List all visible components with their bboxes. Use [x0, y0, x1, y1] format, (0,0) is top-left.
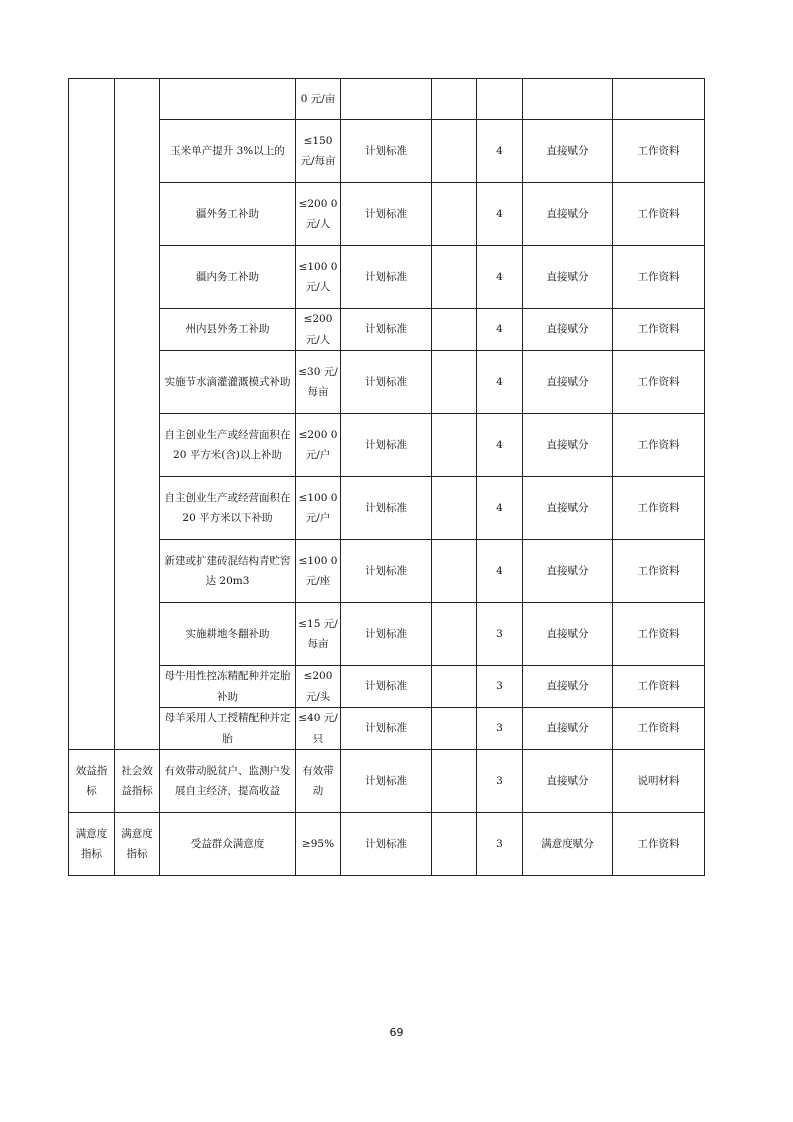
standard-cell: 计划标准 [341, 183, 432, 246]
indicator-item-cell: 玉米单产提升 3%以上的 [160, 120, 296, 183]
scoring-method-cell: 直接赋分 [523, 351, 613, 414]
indicator-item-cell: 自主创业生产或经营面积在 20 平方米(含)以上补助 [160, 414, 296, 477]
level1-category-cell: 效益指标 [69, 750, 115, 813]
indicator-item-cell: 疆内务工补助 [160, 246, 296, 309]
evidence-source-cell: 工作资料 [613, 708, 705, 750]
evidence-source-cell: 工作资料 [613, 414, 705, 477]
indicator-item-cell: 州内县外务工补助 [160, 309, 296, 351]
target-value-cell: ≥95% [296, 813, 341, 876]
scoring-method-cell: 直接赋分 [523, 708, 613, 750]
score-cell: 4 [477, 246, 523, 309]
evidence-source-cell: 工作资料 [613, 246, 705, 309]
indicator-item-cell: 有效带动脱贫户、监测户发展自主经济，提高收益 [160, 750, 296, 813]
blank-cell [432, 79, 477, 120]
score-cell: 4 [477, 351, 523, 414]
evidence-source-cell: 工作资料 [613, 540, 705, 603]
indicator-item-cell: 实施节水滴灌灌溉模式补助 [160, 351, 296, 414]
scoring-method-cell: 直接赋分 [523, 120, 613, 183]
target-value-cell: ≤200 元/头 [296, 666, 341, 708]
table-row [69, 603, 705, 666]
level2-category-cell [115, 79, 160, 750]
blank-cell [432, 246, 477, 309]
target-value-cell: ≤100 0 元/人 [296, 246, 341, 309]
standard-cell: 计划标准 [341, 603, 432, 666]
standard-cell: 计划标准 [341, 813, 432, 876]
page-number: 69 [389, 1026, 404, 1039]
evidence-source-cell: 工作资料 [613, 309, 705, 351]
score-cell: 3 [477, 813, 523, 876]
score-cell: 4 [477, 120, 523, 183]
standard-cell: 计划标准 [341, 120, 432, 183]
blank-cell [432, 708, 477, 750]
table-row [69, 309, 705, 351]
target-value-cell: ≤15 元/每亩 [296, 603, 341, 666]
scoring-method-cell: 直接赋分 [523, 414, 613, 477]
blank-cell [432, 750, 477, 813]
score-cell: 4 [477, 540, 523, 603]
table-row [69, 477, 705, 540]
target-value-cell: ≤200 元/人 [296, 309, 341, 351]
target-value-cell: ≤200 0 元/户 [296, 414, 341, 477]
evidence-source-cell: 工作资料 [613, 666, 705, 708]
blank-cell [432, 183, 477, 246]
evidence-source-cell [613, 79, 705, 120]
performance-indicator-table [68, 78, 705, 876]
scoring-method-cell: 直接赋分 [523, 477, 613, 540]
target-value-cell: ≤200 0 元/人 [296, 183, 341, 246]
scoring-method-cell: 直接赋分 [523, 309, 613, 351]
level1-category-cell: 满意度指标 [69, 813, 115, 876]
table-row [69, 120, 705, 183]
evidence-source-cell: 工作资料 [613, 477, 705, 540]
target-value-cell: ≤100 0 元/户 [296, 477, 341, 540]
blank-cell [432, 414, 477, 477]
blank-cell [432, 351, 477, 414]
standard-cell: 计划标准 [341, 351, 432, 414]
table-row [69, 750, 705, 813]
evidence-source-cell: 说明材料 [613, 750, 705, 813]
indicator-item-cell: 受益群众满意度 [160, 813, 296, 876]
blank-cell [432, 477, 477, 540]
indicator-item-cell: 实施耕地冬翻补助 [160, 603, 296, 666]
scoring-method-cell: 直接赋分 [523, 540, 613, 603]
blank-cell [432, 603, 477, 666]
standard-cell: 计划标准 [341, 414, 432, 477]
level1-category-cell [69, 79, 115, 750]
scoring-method-cell: 直接赋分 [523, 183, 613, 246]
score-cell: 4 [477, 414, 523, 477]
score-cell: 4 [477, 183, 523, 246]
standard-cell: 计划标准 [341, 708, 432, 750]
scoring-method-cell: 直接赋分 [523, 246, 613, 309]
score-cell: 4 [477, 309, 523, 351]
indicator-item-cell: 疆外务工补助 [160, 183, 296, 246]
level2-category-cell: 满意度指标 [115, 813, 160, 876]
scoring-method-cell: 直接赋分 [523, 666, 613, 708]
standard-cell: 计划标准 [341, 750, 432, 813]
target-value-cell: ≤40 元/只 [296, 708, 341, 750]
standard-cell: 计划标准 [341, 309, 432, 351]
blank-cell [432, 666, 477, 708]
standard-cell: 计划标准 [341, 246, 432, 309]
table-row [69, 351, 705, 414]
standard-cell: 计划标准 [341, 666, 432, 708]
score-cell: 3 [477, 603, 523, 666]
table-row [69, 79, 705, 120]
level2-category-cell: 社会效益指标 [115, 750, 160, 813]
table-row [69, 183, 705, 246]
evidence-source-cell: 工作资料 [613, 120, 705, 183]
blank-cell [432, 813, 477, 876]
table-row [69, 540, 705, 603]
table-row [69, 414, 705, 477]
table-row [69, 666, 705, 708]
scoring-method-cell: 满意度赋分 [523, 813, 613, 876]
standard-cell: 计划标准 [341, 540, 432, 603]
indicator-item-cell: 新建或扩建砖混结构青贮窖达 20m3 [160, 540, 296, 603]
score-cell: 3 [477, 750, 523, 813]
score-cell: 3 [477, 666, 523, 708]
evidence-source-cell: 工作资料 [613, 813, 705, 876]
blank-cell [432, 309, 477, 351]
evidence-source-cell: 工作资料 [613, 603, 705, 666]
indicator-item-cell: 母羊采用人工授精配种并定胎 [160, 708, 296, 750]
target-value-cell: 0 元/亩 [296, 79, 341, 120]
target-value-cell: ≤100 0 元/座 [296, 540, 341, 603]
standard-cell [341, 79, 432, 120]
target-value-cell: 有效带动 [296, 750, 341, 813]
table-row [69, 246, 705, 309]
score-cell [477, 79, 523, 120]
evidence-source-cell: 工作资料 [613, 183, 705, 246]
indicator-item-cell: 自主创业生产或经营面积在 20 平方米以下补助 [160, 477, 296, 540]
scoring-method-cell: 直接赋分 [523, 750, 613, 813]
target-value-cell: ≤150 元/每亩 [296, 120, 341, 183]
score-cell: 3 [477, 708, 523, 750]
target-value-cell: ≤30 元/每亩 [296, 351, 341, 414]
table-row [69, 708, 705, 750]
evidence-source-cell: 工作资料 [613, 351, 705, 414]
scoring-method-cell [523, 79, 613, 120]
standard-cell: 计划标准 [341, 477, 432, 540]
blank-cell [432, 540, 477, 603]
scoring-method-cell: 直接赋分 [523, 603, 613, 666]
score-cell: 4 [477, 477, 523, 540]
indicator-item-cell: 母牛用性控冻精配种并定胎补助 [160, 666, 296, 708]
table-row [69, 813, 705, 876]
indicator-item-cell [160, 79, 296, 120]
blank-cell [432, 120, 477, 183]
